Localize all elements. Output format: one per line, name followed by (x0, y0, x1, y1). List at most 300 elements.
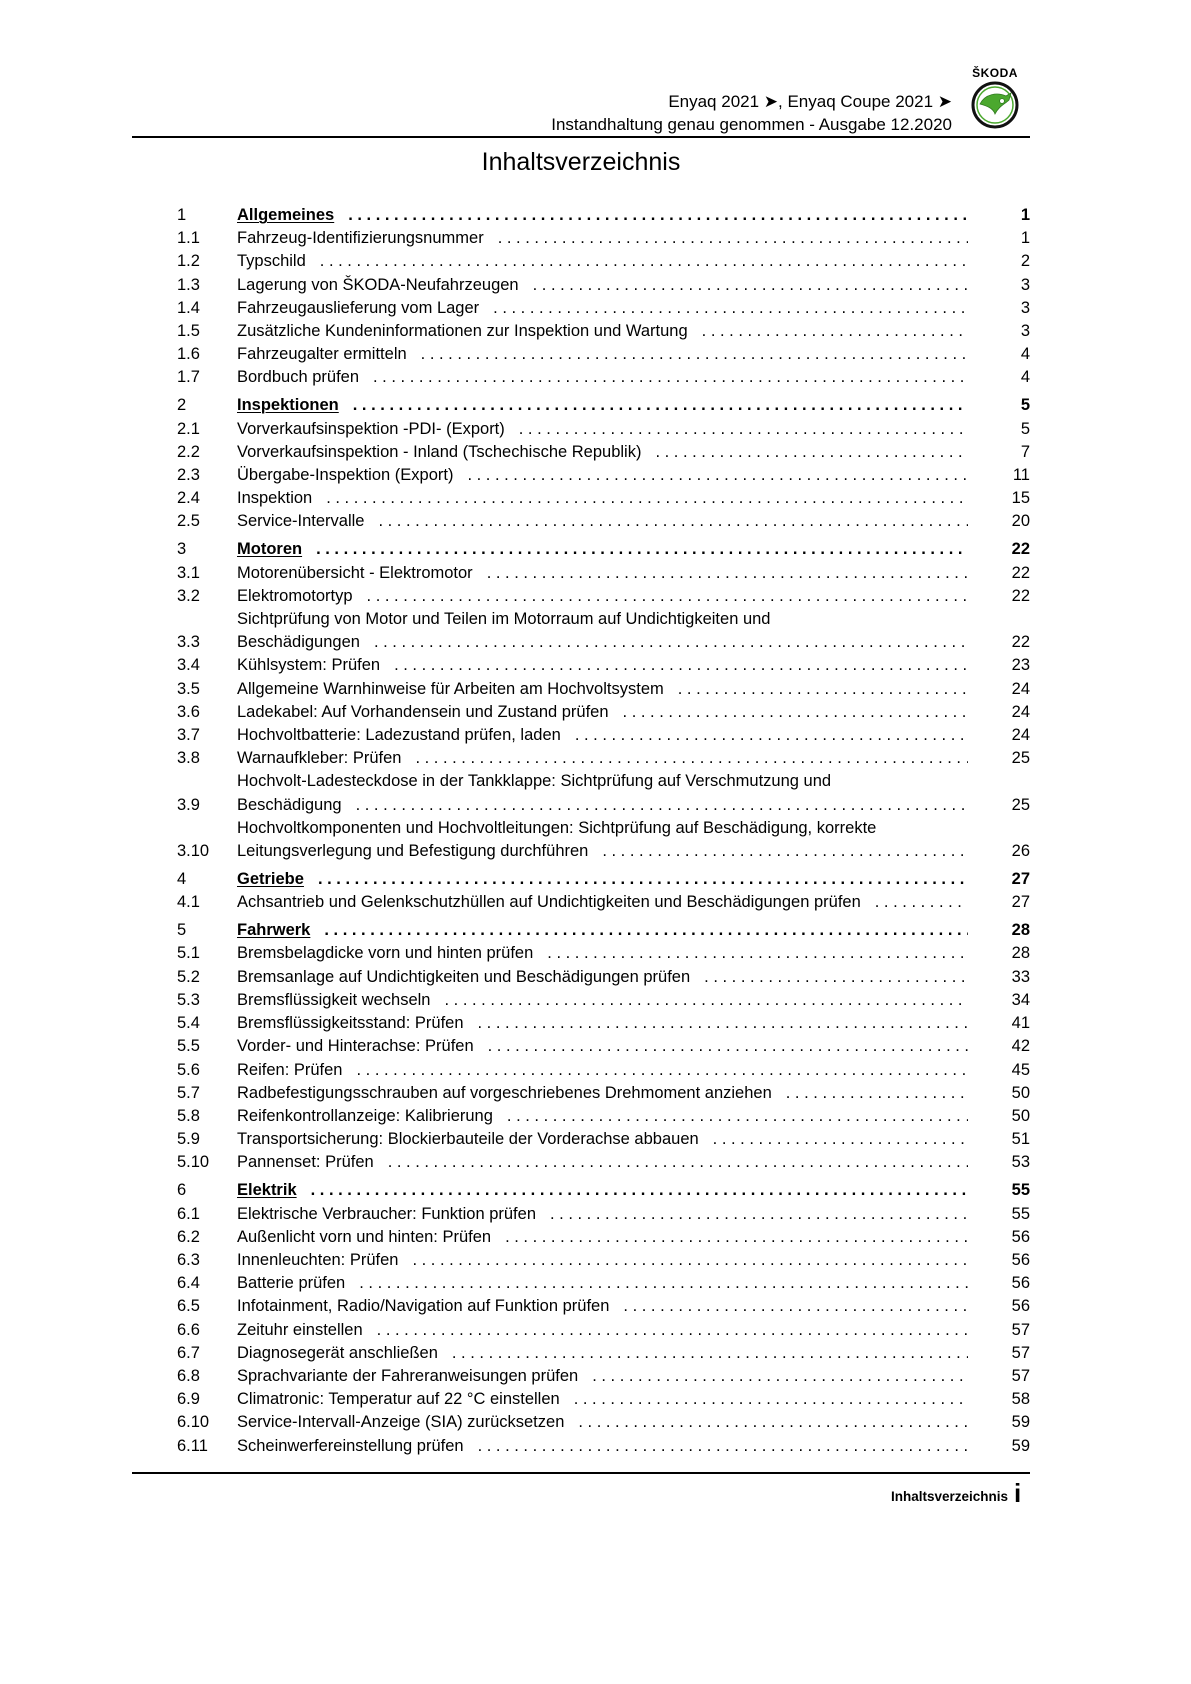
toc-chapter-row[interactable] (177, 394, 1030, 417)
toc-section-title: Zusätzliche Kundeninformationen zur Inspektion und Wartung (237, 322, 688, 341)
toc-section-title: Ladekabel: Auf Vorhandensein und Zustand prüfen (237, 702, 609, 721)
toc-label-wrap (237, 297, 986, 320)
toc-label-wrap (237, 942, 986, 965)
toc-dot-leader (602, 840, 968, 863)
toc-section-number: 3.9 (177, 795, 200, 814)
toc-label-wrap (237, 1128, 986, 1151)
toc-page-number: 4 (1020, 345, 1030, 364)
toc-section-number: 4.1 (177, 893, 200, 912)
toc-section-title: Transportsicherung: Blockierbauteile der Vorderachse abbauen (237, 1130, 699, 1149)
toc-section-title: Bremsbelagdicke vorn und hinten prüfen (237, 944, 534, 963)
toc-page-number: 27 (1011, 893, 1030, 912)
toc-page-number: 20 (1011, 512, 1030, 531)
toc-label-wrap (237, 1342, 986, 1365)
toc-dot-leader (359, 1272, 968, 1295)
toc-page-number: 3 (1020, 275, 1030, 294)
toc-section-number: 2.4 (177, 489, 200, 508)
toc-page-number: 59 (1011, 1436, 1030, 1455)
toc-label-wrap (237, 464, 986, 487)
toc-label-wrap (237, 919, 986, 942)
toc-section-title: Fahrzeug-Identifizierungsnummer (237, 229, 484, 248)
toc-section-title: Vorverkaufsinspektion -PDI- (Export) (237, 419, 505, 438)
toc-section-title: Achsantrieb und Gelenkschutzhüllen auf Undichtigkeiten und Beschädigungen prüfen (237, 893, 861, 912)
toc-label-wrap (237, 1435, 986, 1458)
toc-entry-row[interactable] (177, 1249, 1030, 1272)
toc-dot-leader (452, 1342, 968, 1365)
toc-section-title: Übergabe-Inspektion (Export) (237, 466, 454, 485)
toc-section-number: 5.5 (177, 1037, 200, 1056)
toc-section-number: 2 (177, 396, 187, 415)
toc-section-number: 1.4 (177, 298, 200, 317)
toc-dot-leader (623, 701, 968, 724)
toc-section-title: Hochvoltkomponenten und Hochvoltleitungen: Sichtprüfung auf Beschädigung, korrekte (237, 818, 877, 837)
toc-label-wrap (237, 538, 986, 561)
toc-page-number: 51 (1011, 1130, 1030, 1149)
toc-entry-row[interactable] (177, 366, 1030, 389)
toc-dot-leader (356, 794, 968, 817)
toc-page-number: 50 (1011, 1083, 1030, 1102)
toc-dot-leader (655, 441, 968, 464)
toc-entry-row[interactable] (177, 1226, 1030, 1249)
toc-dot-leader (575, 724, 968, 747)
toc-entry-row[interactable] (177, 1435, 1030, 1458)
toc-section-title: Allgemeine Warnhinweise für Arbeiten am Hochvoltsystem (237, 679, 664, 698)
toc-chapter-title: Elektrik (237, 1181, 297, 1200)
toc-label-wrap (237, 724, 986, 747)
toc-entry-row[interactable] (177, 747, 1030, 770)
toc-page-number: 7 (1020, 442, 1030, 461)
toc-section-title: Sichtprüfung von Motor und Teilen im Motorraum auf Undichtigkeiten und (237, 610, 771, 629)
toc-section-title: Vorverkaufsinspektion - Inland (Tschechische Republik) (237, 442, 642, 461)
toc-label-wrap (237, 585, 986, 608)
toc-section-title: Fahrzeugauslieferung vom Lager (237, 298, 480, 317)
toc-label-wrap (237, 366, 986, 389)
toc-entry-row[interactable] (177, 942, 1030, 965)
toc-section-title: Hochvolt-Ladesteckdose in der Tankklappe: Sichtprüfung auf Verschmutzung und (237, 772, 832, 791)
page-header (132, 60, 1030, 138)
toc-title-continuation-line (237, 631, 986, 654)
toc-section-number: 2.1 (177, 419, 200, 438)
toc-dot-leader (488, 1035, 968, 1058)
toc-chapter-title: Fahrwerk (237, 921, 311, 940)
toc-section-number: 2.2 (177, 442, 200, 461)
skoda-logo (963, 66, 1027, 132)
toc-page-number: 41 (1011, 1014, 1030, 1033)
toc-section-number: 6.11 (177, 1436, 208, 1455)
toc-dot-leader (378, 510, 968, 533)
toc-label-wrap (237, 1179, 986, 1202)
toc-chapter-title: Allgemeines (237, 206, 335, 224)
toc-entry-row[interactable] (177, 585, 1030, 608)
toc-page-number: 1 (1020, 206, 1030, 224)
toc-label-wrap (237, 441, 986, 464)
toc-section-number: 3.8 (177, 749, 200, 768)
toc-section-number: 3.6 (177, 702, 200, 721)
toc-page-number: 15 (1011, 489, 1030, 508)
toc-entry-row[interactable] (177, 250, 1030, 273)
toc-chapter-row[interactable] (177, 1179, 1030, 1202)
toc-dot-leader (478, 1435, 968, 1458)
toc-section-title: Lagerung von ŠKODA-Neufahrzeugen (237, 275, 519, 294)
skoda-winged-arrow-icon (971, 80, 1019, 130)
toc-entry-row[interactable] (177, 274, 1030, 297)
toc-entry-row[interactable] (177, 891, 1030, 914)
footer-rule (132, 1472, 1030, 1474)
toc-section-title: Scheinwerfereinstellung prüfen (237, 1436, 464, 1455)
toc-page-number: 57 (1011, 1366, 1030, 1385)
toc-page-number: 22 (1011, 563, 1030, 582)
toc-label-wrap (237, 418, 986, 441)
toc-page-number: 1 (1020, 229, 1030, 248)
toc-dot-leader (324, 919, 968, 942)
toc-section-number: 5.9 (177, 1130, 200, 1149)
toc-dot-leader (702, 320, 968, 343)
toc-section-number: 3.4 (177, 656, 200, 675)
toc-section-number: 3.1 (177, 563, 200, 582)
toc-dot-leader (493, 297, 968, 320)
toc-entry-row[interactable] (177, 701, 1030, 724)
toc-section-number: 5.4 (177, 1014, 200, 1033)
toc-section-title: Batterie prüfen (237, 1274, 346, 1293)
toc-page-number: 56 (1011, 1274, 1030, 1293)
toc-section-title: Typschild (237, 252, 306, 271)
toc-label-wrap (237, 510, 986, 533)
toc-chapter-title: Motoren (237, 540, 303, 559)
toc-section-title: Service-Intervall-Anzeige (SIA) zurücksetzen (237, 1413, 565, 1432)
toc-entry-row[interactable] (177, 418, 1030, 441)
toc-page-number: 28 (1011, 944, 1030, 963)
toc-chapter-title: Getriebe (237, 870, 304, 889)
header-text (551, 90, 952, 136)
toc-page-number: 23 (1011, 656, 1030, 675)
toc-entry-row[interactable] (177, 1059, 1030, 1082)
toc-dot-leader (592, 1365, 968, 1388)
toc-dot-leader (374, 631, 968, 654)
toc-entry-row[interactable] (177, 1203, 1030, 1226)
toc-label-wrap (237, 1059, 986, 1082)
toc-dot-leader (353, 394, 968, 417)
toc-entry-row[interactable] (177, 1365, 1030, 1388)
toc-page-number: 26 (1011, 842, 1030, 861)
toc-label-wrap (237, 1082, 986, 1105)
toc-page-number: 33 (1011, 967, 1030, 986)
toc-entry-row[interactable] (177, 464, 1030, 487)
toc-page-number: 55 (1011, 1204, 1030, 1223)
toc-page-number: 3 (1020, 298, 1030, 317)
toc-dot-leader (550, 1203, 968, 1226)
toc-dot-leader (394, 654, 968, 677)
toc-section-number: 3.5 (177, 679, 200, 698)
toc-section-number: 1.6 (177, 345, 200, 364)
toc-page-number: 45 (1011, 1060, 1030, 1079)
toc-page-number: 57 (1011, 1320, 1030, 1339)
toc-dot-leader (316, 538, 968, 561)
toc-section-title: Elektromotortyp (237, 586, 353, 605)
toc-section-number: 6.8 (177, 1366, 200, 1385)
toc-page-number: 34 (1011, 990, 1030, 1009)
footer-page-number: i (1014, 1478, 1022, 1508)
toc-dot-leader (467, 464, 968, 487)
toc-page-number: 55 (1011, 1181, 1030, 1200)
toc-label-wrap (237, 394, 986, 417)
toc-entry-row[interactable] (177, 724, 1030, 747)
toc-section-number: 2.5 (177, 512, 200, 531)
toc-section-number: 5.10 (177, 1153, 210, 1172)
toc-label-wrap (237, 654, 986, 677)
toc-page-number: 25 (1011, 795, 1030, 814)
toc-dot-leader (547, 942, 968, 965)
toc-entry-row[interactable] (177, 989, 1030, 1012)
toc-page-number: 27 (1011, 870, 1030, 889)
table-of-contents (177, 204, 1030, 1458)
toc-entry-row[interactable] (177, 343, 1030, 366)
toc-dot-leader (445, 989, 969, 1012)
toc-dot-leader (318, 868, 968, 891)
toc-entry-row[interactable] (177, 1342, 1030, 1365)
toc-entry-row[interactable] (177, 817, 1030, 863)
page-title: Inhaltsverzeichnis (481, 148, 681, 176)
toc-dot-leader (505, 1226, 968, 1249)
toc-dot-leader (412, 1249, 968, 1272)
toc-page-number: 22 (1011, 586, 1030, 605)
toc-label-wrap (237, 608, 986, 654)
toc-label-wrap (237, 204, 986, 227)
toc-chapter-title: Inspektionen (237, 396, 339, 415)
toc-section-number: 6 (177, 1181, 187, 1200)
toc-section-number: 6.3 (177, 1250, 200, 1269)
toc-label-wrap (237, 891, 986, 914)
toc-dot-leader (704, 966, 968, 989)
toc-section-number: 1.3 (177, 275, 200, 294)
toc-entry-row[interactable] (177, 608, 1030, 654)
toc-section-title: Warnaufkleber: Prüfen (237, 749, 402, 768)
toc-dot-leader (421, 343, 968, 366)
toc-label-wrap (237, 1249, 986, 1272)
toc-section-number: 6.5 (177, 1297, 200, 1316)
toc-label-wrap (237, 868, 986, 891)
toc-label-wrap (237, 770, 986, 816)
toc-section-title: Reifenkontrollanzeige: Kalibrierung (237, 1106, 493, 1125)
toc-entry-row[interactable] (177, 441, 1030, 464)
toc-entry-row[interactable] (177, 1128, 1030, 1151)
toc-entry-row[interactable] (177, 1035, 1030, 1058)
toc-dot-leader (578, 1411, 968, 1434)
toc-section-title: Kühlsystem: Prüfen (237, 656, 381, 675)
header-edition-line: Instandhaltung genau genommen - Ausgabe 12.2020 (551, 115, 952, 134)
toc-entry-row[interactable] (177, 678, 1030, 701)
toc-section-number: 3.3 (177, 633, 200, 652)
toc-section-number: 3.2 (177, 586, 200, 605)
toc-section-title-continued: Beschädigungen (237, 633, 360, 652)
toc-dot-leader (478, 1012, 968, 1035)
toc-section-title: Bordbuch prüfen (237, 368, 360, 387)
toc-section-title: Außenlicht vorn und hinten: Prüfen (237, 1227, 492, 1246)
toc-dot-leader (487, 562, 968, 585)
toc-section-title: Bremsflüssigkeitsstand: Prüfen (237, 1014, 464, 1033)
toc-entry-row[interactable] (177, 1295, 1030, 1318)
toc-page-number: 22 (1011, 633, 1030, 652)
toc-page-number: 11 (1012, 466, 1030, 485)
toc-section-number: 5.2 (177, 967, 200, 986)
toc-dot-leader (713, 1128, 968, 1151)
toc-chapter-row[interactable] (177, 204, 1030, 227)
toc-page-number: 5 (1020, 419, 1030, 438)
toc-section-title: Vorder- und Hinterachse: Prüfen (237, 1037, 474, 1056)
toc-section-number: 5.1 (177, 944, 200, 963)
toc-section-title: Bremsanlage auf Undichtigkeiten und Beschädigungen prüfen (237, 967, 691, 986)
toc-section-number: 6.2 (177, 1227, 200, 1246)
toc-page-number: 56 (1011, 1227, 1030, 1246)
toc-page-number: 4 (1020, 368, 1030, 387)
toc-page-number: 24 (1011, 726, 1030, 745)
header-rule (132, 136, 1030, 138)
toc-chapter-row[interactable] (177, 868, 1030, 891)
toc-section-number: 1.1 (177, 229, 200, 248)
toc-entry-row[interactable] (177, 1272, 1030, 1295)
toc-page-number: 22 (1011, 540, 1030, 559)
toc-section-number: 6.9 (177, 1390, 200, 1409)
toc-entry-row[interactable] (177, 654, 1030, 677)
toc-label-wrap (237, 1365, 986, 1388)
toc-page-number: 56 (1011, 1250, 1030, 1269)
toc-page-number: 24 (1011, 679, 1030, 698)
toc-dot-leader (377, 1319, 968, 1342)
toc-dot-leader (533, 274, 968, 297)
toc-section-number: 3.7 (177, 726, 200, 745)
toc-page-number: 56 (1011, 1297, 1030, 1316)
toc-dot-leader (678, 678, 968, 701)
toc-dot-leader (623, 1295, 968, 1318)
toc-section-title: Innenleuchten: Prüfen (237, 1250, 399, 1269)
toc-section-title: Bremsflüssigkeit wechseln (237, 990, 431, 1009)
toc-section-title: Radbefestigungsschrauben auf vorgeschriebenes Drehmoment anziehen (237, 1083, 772, 1102)
toc-section-number: 5.6 (177, 1060, 200, 1079)
toc-label-wrap (237, 320, 986, 343)
toc-label-wrap (237, 1203, 986, 1226)
toc-chapter-row[interactable] (177, 919, 1030, 942)
toc-entry-row[interactable] (177, 1319, 1030, 1342)
toc-label-wrap (237, 747, 986, 770)
toc-entry-row[interactable] (177, 297, 1030, 320)
toc-label-wrap (237, 1319, 986, 1342)
toc-label-wrap (237, 1295, 986, 1318)
toc-page-number: 2 (1020, 252, 1030, 271)
toc-section-title: Motorenübersicht - Elektromotor (237, 563, 473, 582)
toc-page-number: 5 (1020, 396, 1030, 415)
toc-section-title: Inspektion (237, 489, 313, 508)
toc-section-number: 6.6 (177, 1320, 200, 1339)
toc-page-number: 3 (1020, 322, 1030, 341)
toc-label-wrap (237, 250, 986, 273)
toc-dot-leader (326, 487, 968, 510)
toc-section-title: Reifen: Prüfen (237, 1060, 343, 1079)
toc-section-number: 4 (177, 870, 187, 889)
toc-section-title: Pannenset: Prüfen (237, 1153, 374, 1172)
toc-label-wrap (237, 562, 986, 585)
toc-entry-row[interactable] (177, 227, 1030, 250)
toc-dot-leader (367, 585, 968, 608)
toc-section-number: 3.10 (177, 842, 210, 861)
toc-section-title: Fahrzeugalter ermitteln (237, 345, 407, 364)
toc-section-title: Zeituhr einstellen (237, 1320, 363, 1339)
toc-page-number: 25 (1011, 749, 1030, 768)
toc-section-number: 5.3 (177, 990, 200, 1009)
toc-label-wrap (237, 274, 986, 297)
toc-label-wrap (237, 1272, 986, 1295)
toc-entry-row[interactable] (177, 510, 1030, 533)
toc-section-title: Climatronic: Temperatur auf 22 °C einstellen (237, 1390, 560, 1409)
toc-entry-row[interactable] (177, 320, 1030, 343)
toc-dot-leader (574, 1388, 968, 1411)
toc-label-wrap (237, 678, 986, 701)
toc-section-number: 5 (177, 921, 187, 940)
toc-entry-row[interactable] (177, 562, 1030, 585)
toc-section-number: 6.4 (177, 1274, 200, 1293)
toc-section-number: 1.2 (177, 252, 200, 271)
toc-label-wrap (237, 1012, 986, 1035)
toc-section-number: 5.7 (177, 1083, 200, 1102)
toc-entry-row[interactable] (177, 1012, 1030, 1035)
toc-section-number: 2.3 (177, 466, 200, 485)
toc-title-continuation-line (237, 840, 986, 863)
toc-page-number: 57 (1011, 1343, 1030, 1362)
toc-label-wrap (237, 487, 986, 510)
toc-section-title: Diagnosegerät anschließen (237, 1343, 438, 1362)
toc-entry-row[interactable] (177, 966, 1030, 989)
toc-section-number: 1.7 (177, 368, 200, 387)
toc-label-wrap (237, 966, 986, 989)
toc-chapter-row[interactable] (177, 538, 1030, 561)
toc-label-wrap (237, 1226, 986, 1249)
toc-entry-row[interactable] (177, 1151, 1030, 1174)
toc-section-title: Elektrische Verbraucher: Funktion prüfen (237, 1204, 536, 1223)
toc-entry-row[interactable] (177, 1082, 1030, 1105)
toc-section-title: Infotainment, Radio/Navigation auf Funktion prüfen (237, 1297, 610, 1316)
toc-dot-leader (786, 1082, 968, 1105)
toc-title-continuation-line (237, 794, 986, 817)
toc-section-number: 6.1 (177, 1204, 200, 1223)
toc-section-title: Hochvoltbatterie: Ladezustand prüfen, laden (237, 726, 561, 745)
toc-entry-row[interactable] (177, 1105, 1030, 1128)
footer-section-label: Inhaltsverzeichnis (890, 1489, 1008, 1504)
toc-page-number: 42 (1011, 1037, 1030, 1056)
toc-label-wrap (237, 817, 986, 863)
toc-entry-row[interactable] (177, 487, 1030, 510)
toc-page-number: 59 (1011, 1413, 1030, 1432)
toc-label-wrap (237, 1105, 986, 1128)
toc-page-number: 53 (1011, 1153, 1030, 1172)
toc-entry-row[interactable] (177, 770, 1030, 816)
toc-page-number: 28 (1011, 921, 1030, 940)
toc-label-wrap (237, 1151, 986, 1174)
toc-section-number: 6.7 (177, 1343, 200, 1362)
toc-section-title-continued: Beschädigung (237, 795, 342, 814)
toc-section-title-continued: Leitungsverlegung und Befestigung durchführen (237, 842, 589, 861)
toc-dot-leader (519, 418, 968, 441)
toc-section-number: 1 (177, 206, 187, 224)
toc-section-number: 6.10 (177, 1413, 210, 1432)
toc-label-wrap (237, 227, 986, 250)
toc-dot-leader (356, 1059, 968, 1082)
toc-label-wrap (237, 343, 986, 366)
toc-dot-leader (415, 747, 968, 770)
toc-entry-row[interactable] (177, 1411, 1030, 1434)
toc-dot-leader (388, 1151, 968, 1174)
toc-label-wrap (237, 1411, 986, 1434)
toc-entry-row[interactable] (177, 1388, 1030, 1411)
toc-dot-leader (498, 227, 968, 250)
toc-dot-leader (311, 1179, 968, 1202)
